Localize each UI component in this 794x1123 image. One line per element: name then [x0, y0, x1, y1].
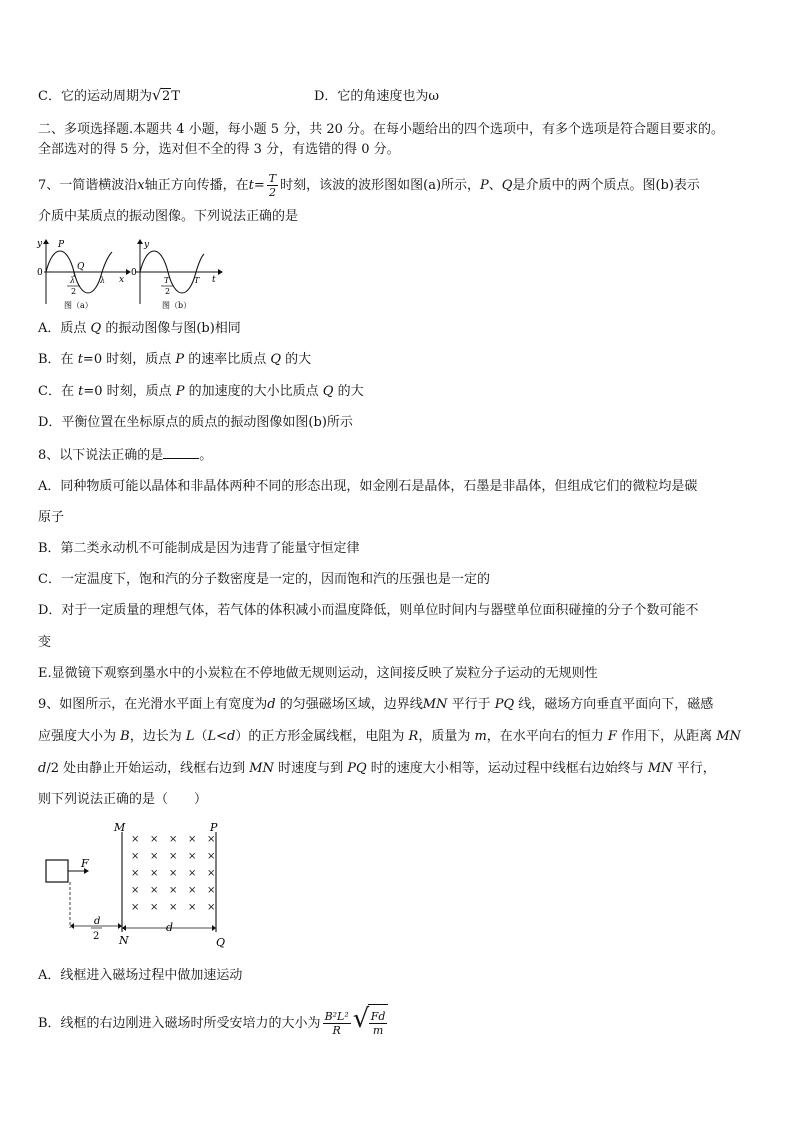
- var-q: Q: [270, 352, 282, 367]
- q9-text: 9、如图所示，在光滑水平面上有宽度为: [38, 697, 268, 712]
- field-x-mark: ×: [169, 885, 178, 896]
- var-d: d: [267, 697, 276, 712]
- field-x-mark: ×: [169, 834, 178, 845]
- q7-stem-line1: [38, 172, 700, 199]
- q9-text: ，边长为: [129, 729, 186, 744]
- opt-text: 的大: [281, 352, 312, 367]
- q6-option-d: D．它的角速度也为ω: [314, 89, 440, 104]
- q8-option-d-line2: 变: [38, 635, 52, 650]
- fig-b-t-axis: t: [212, 275, 216, 285]
- q9-stem-line2: [38, 728, 741, 746]
- opt-text: 的加速度的大小比质点: [184, 384, 323, 399]
- fig-a-q-label: Q: [77, 262, 85, 272]
- field-x-mark: ×: [207, 851, 216, 862]
- q7-text: 7、一简谐横波沿: [38, 178, 138, 193]
- var-pq: PQ: [347, 761, 367, 776]
- field-x-mark: ×: [150, 885, 159, 896]
- q7-stem-line2: 介质中某质点的振动图像。下列说法正确的是: [38, 209, 299, 224]
- q6-option-c-tail: T: [171, 89, 180, 104]
- q9-text: 作用下，从距离: [616, 729, 717, 744]
- sqrt-fd-over-m: √ $\frac{Fd}{m}$: [353, 1004, 389, 1043]
- var-mn: MN: [647, 761, 673, 776]
- field-x-mark: ×: [169, 851, 178, 862]
- fig-a-lambda-den: 2: [71, 287, 77, 296]
- field-x-mark: ×: [131, 834, 140, 845]
- q7-option-a: [38, 320, 241, 338]
- q7-option-d: D．平衡位置在坐标原点的质点的振动图像如图(b)所示: [38, 415, 353, 430]
- var-b: B: [120, 729, 130, 744]
- var-pq: PQ: [494, 697, 515, 712]
- q9-text: 时速度与到: [273, 761, 348, 776]
- frac-num: T: [268, 172, 277, 185]
- frac-den: m: [372, 1024, 384, 1037]
- var-t: t: [78, 384, 84, 399]
- q9-text: 的匀强磁场区域，边界线: [275, 697, 423, 712]
- q9-text: /2 处由静止开始运动，线框右边到: [46, 761, 250, 776]
- fig-b-caption: 图（b）: [162, 301, 192, 310]
- q7-figure-b: [132, 238, 224, 314]
- sqrt-radicand: 2: [161, 89, 171, 104]
- fig-b-t: T: [194, 276, 200, 285]
- var-mn: MN: [249, 761, 274, 776]
- var-l: L: [207, 729, 217, 744]
- q7-option-c: [38, 383, 364, 401]
- fig-b-t-num: T: [164, 276, 170, 285]
- field-x-mark: ×: [169, 868, 178, 879]
- field-x-mark: ×: [188, 902, 197, 913]
- frac-den: 2: [268, 186, 276, 199]
- q9-stem-line3: [38, 760, 716, 778]
- var-mn: MN: [422, 697, 448, 712]
- q9-text: （: [194, 729, 208, 744]
- q9-text: 线，磁场方向垂直平面向下，磁感: [514, 697, 714, 712]
- q8-stem: [38, 446, 212, 465]
- field-x-mark: ×: [150, 851, 159, 862]
- opt-text: 的速率比质点: [184, 352, 271, 367]
- fig-a-lambda: λ: [100, 276, 106, 285]
- boundary-p-label: P: [210, 821, 218, 834]
- q8-option-c: C．一定温度下，饱和汽的分子数密度是一定的，因而饱和汽的压强也是一定的: [38, 572, 490, 587]
- boundary-q-label: Q: [216, 936, 226, 949]
- var-p: P: [175, 384, 185, 399]
- fig-b-t-den: 2: [165, 287, 171, 296]
- opt-text: 的大: [333, 384, 364, 399]
- opt-text: 的振动图像与图(b)相同: [101, 321, 241, 336]
- field-x-mark: ×: [131, 868, 140, 879]
- var-m: m: [474, 729, 487, 744]
- dist-d2-num: d: [94, 916, 101, 927]
- var-d: d: [38, 761, 47, 776]
- q6-option-c: [38, 88, 180, 106]
- boundary-m-label: M: [114, 821, 126, 834]
- var-l: L: [185, 729, 195, 744]
- q9-option-a: A．线框进入磁场过程中做加速运动: [38, 968, 243, 983]
- dist-d2-den: 2: [93, 931, 100, 942]
- q6-option-c-text: C．它的运动周期为: [38, 89, 152, 104]
- fig-b-origin: 0: [131, 268, 137, 278]
- q8-text: 8、以下说法正确的是: [38, 448, 164, 463]
- fig-b-y-label: y: [144, 240, 150, 250]
- q9-stem-line1: [38, 696, 713, 714]
- fraction-t-over-2: [267, 172, 278, 199]
- q7-figure-a: [36, 238, 132, 314]
- opt-text: A．质点: [38, 321, 91, 336]
- field-x-mark: ×: [188, 868, 197, 879]
- field-x-mark: ×: [150, 902, 159, 913]
- opt-text: =0 时刻，质点: [83, 384, 176, 399]
- var-p: P: [480, 178, 489, 193]
- section2-line2: 全部选对的得 5 分，选对但不全的得 3 分，有选错的得 0 分。: [38, 142, 400, 157]
- field-x-mark: ×: [207, 902, 216, 913]
- q9-text: ，在水平向右的恒力: [486, 729, 608, 744]
- fig-a-caption: 图（a）: [64, 301, 93, 310]
- field-x-mark: ×: [188, 834, 197, 845]
- field-x-mark: ×: [207, 834, 216, 845]
- field-x-mark: ×: [169, 902, 178, 913]
- var-f: F: [607, 729, 617, 744]
- lt-sign: <: [216, 729, 228, 744]
- q7-text: 是介质中的两个质点。图(b)表示: [512, 178, 700, 193]
- opt-text: B．在: [38, 352, 78, 367]
- q8-option-a-line1: A．同种物质可能以晶体和非晶体两种不同的形态出现，如金刚石是晶体，石墨是非晶体，但组成它们的微粒均是碳: [38, 479, 698, 494]
- q7-text: 轴正方向传播，在: [144, 178, 249, 193]
- field-x-mark: ×: [207, 868, 216, 879]
- opt-text: B．线框的右边刚进入磁场时所受安培力的大小为: [38, 1016, 321, 1031]
- fig-a-origin: 0: [37, 268, 43, 278]
- q9-text: 平行于: [447, 697, 495, 712]
- fraction-b2l2-over-r: [323, 1010, 351, 1037]
- q9-text: 平行，: [672, 761, 716, 776]
- q8-option-a-line2: 原子: [38, 510, 65, 525]
- force-f-label: F: [81, 857, 89, 870]
- opt-text: =0 时刻，质点: [82, 352, 176, 367]
- sqrt-symbol: √ 2: [151, 86, 171, 104]
- dist-d-label: d: [166, 921, 174, 934]
- q8-text: 。: [199, 448, 213, 463]
- q9-text: 时的速度大小相等，运动过程中线框右边始终与: [366, 761, 648, 776]
- var-t: t: [248, 178, 254, 193]
- field-x-mark: ×: [150, 834, 159, 845]
- q9-text: ，质量为: [418, 729, 475, 744]
- var-mn: MN: [716, 729, 741, 744]
- field-x-mark: ×: [188, 851, 197, 862]
- fig-a-y-label: y: [37, 239, 43, 249]
- frac-den: R: [332, 1024, 341, 1037]
- opt-text: C．在: [38, 384, 79, 399]
- frac-num: B²L²: [324, 1010, 349, 1023]
- var-x: x: [137, 178, 145, 193]
- fig-a-p-label: P: [58, 240, 65, 250]
- var-q: Q: [90, 321, 102, 336]
- var-d: d: [227, 729, 236, 744]
- q7-text: 时刻，该波的波形图如图(a)所示，: [280, 178, 481, 193]
- var-q: Q: [322, 384, 334, 399]
- q7-option-b: [38, 351, 311, 369]
- field-x-mark: ×: [150, 868, 159, 879]
- var-p: P: [175, 352, 185, 367]
- var-r: R: [408, 729, 419, 744]
- section2-line1: 二、多项选择题.本题共 4 小题，每小题 5 分，共 20 分。在每小题给出的四个选项中，有多个选项是符合题目要求的。: [38, 122, 725, 137]
- q9-text: ）的正方形金属线框，电阻为: [235, 729, 409, 744]
- field-x-mark: ×: [131, 902, 140, 913]
- q8-option-e: E.显微镜下观察到墨水中的小炭粒在不停地做无规则运动，这间接反映了炭粒分子运动的无规则性: [38, 666, 598, 681]
- field-x-mark: ×: [131, 851, 140, 862]
- q8-option-d-line1: D．对于一定质量的理想气体，若气体的体积减小而温度降低，则单位时间内与器壁单位面积碰撞的分子个数可能不: [38, 603, 699, 618]
- eq-sign: =: [253, 178, 265, 193]
- var-t: t: [77, 352, 83, 367]
- answer-blank[interactable]: [163, 446, 199, 459]
- frac-num: Fd: [370, 1010, 386, 1023]
- q9-option-b: [38, 1004, 388, 1043]
- q9-text: 应强度大小为: [38, 729, 121, 744]
- fig-a-x-label: x: [119, 275, 125, 285]
- q9-stem-line4: 则下列说法正确的是（ ）: [38, 792, 208, 807]
- q9-figure: [40, 818, 240, 952]
- boundary-n-label: N: [119, 934, 129, 947]
- var-q: Q: [501, 178, 513, 193]
- field-x-mark: ×: [207, 885, 216, 896]
- q8-option-b: B．第二类永动机不可能制成是因为违背了能量守恒定律: [38, 541, 360, 556]
- field-x-mark: ×: [131, 885, 140, 896]
- fig-a-lambda-num: λ: [70, 276, 76, 285]
- field-x-mark: ×: [188, 885, 197, 896]
- q7-text: 、: [488, 178, 502, 193]
